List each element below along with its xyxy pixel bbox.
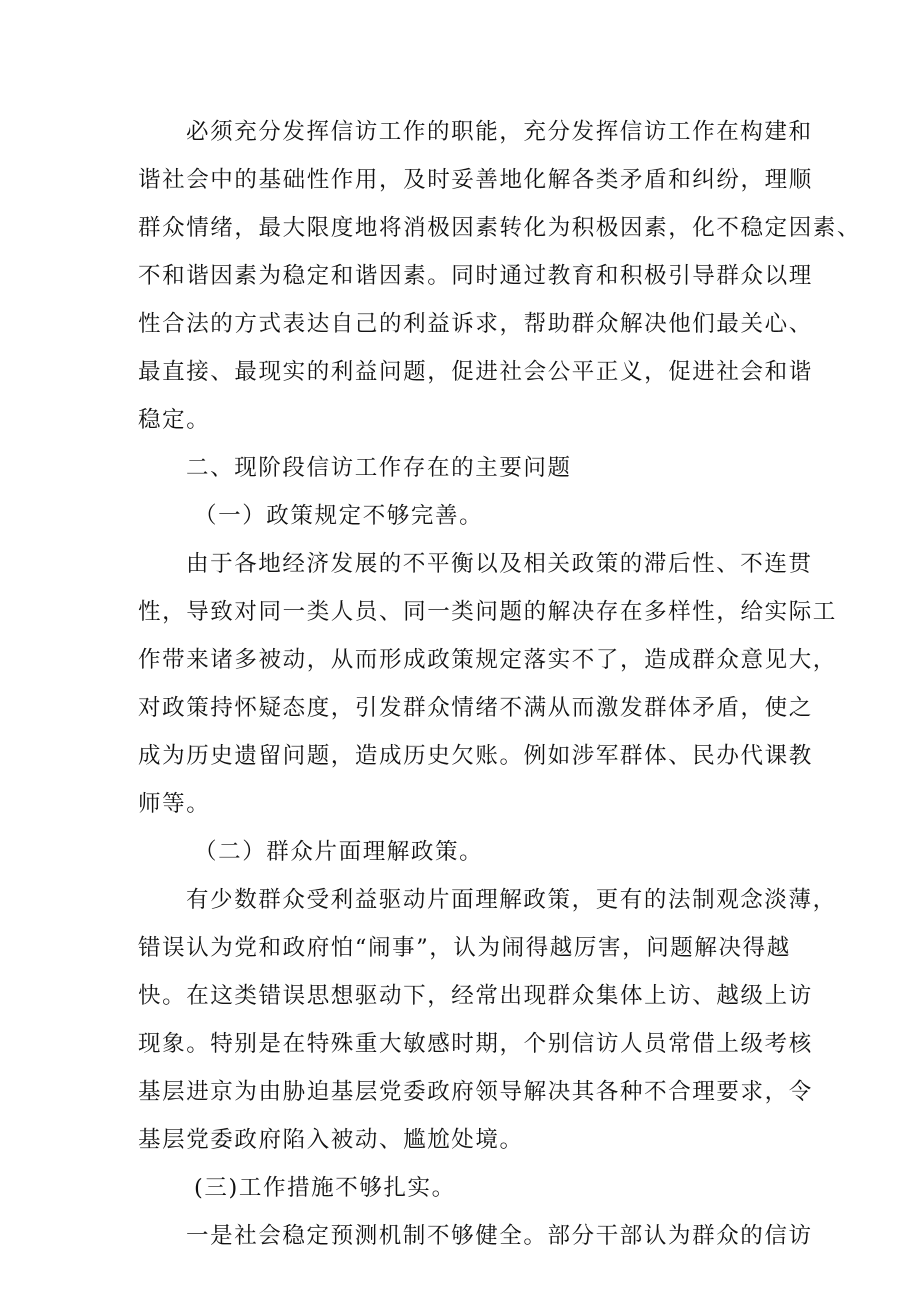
text-line: 对政策持怀疑态度，引发群众情绪不满从而激发群体矛盾，使之	[138, 695, 813, 721]
text-line: 必须充分发挥信访工作的职能，充分发挥信访工作在构建和	[186, 119, 813, 145]
text-line: 基层进京为由胁迫基层党委政府领导解决其各种不合理要求，令	[138, 1079, 813, 1105]
text-line: 性合法的方式表达自己的利益诉求，帮助群众解决他们最关心、	[138, 311, 813, 337]
section-heading: 二、现阶段信访工作存在的主要问题	[186, 455, 572, 481]
subsection-heading-3: (三)工作措施不够扎实。	[194, 1175, 456, 1201]
text-line: 作带来诸多被动，从而形成政策规定落实不了，造成群众意见大，	[138, 647, 837, 673]
text-line: 成为历史遗留问题，造成历史欠账。例如涉军群体、民办代课教	[138, 743, 813, 769]
text-line: 最直接、最现实的利益问题，促进社会公平正义，促进社会和谐	[138, 359, 813, 385]
text-line: 性，导致对同一类人员、同一类问题的解决存在多样性，给实际工	[138, 599, 837, 625]
text-line: 快。在这类错误思想驱动下，经常出现群众集体上访、越级上访	[138, 983, 813, 1009]
subsection-heading-2: （二）群众片面理解政策。	[194, 839, 484, 865]
text-line: 谐社会中的基础性作用，及时妥善地化解各类矛盾和纠纷，理顺	[138, 167, 813, 193]
text-line: 错误认为党和政府怕“闹事”，认为闹得越厉害，问题解决得越	[138, 935, 791, 961]
subsection-heading-1: （一）政策规定不够完善。	[194, 503, 484, 529]
text-line: 不和谐因素为稳定和谐因素。同时通过教育和积极引导群众以理	[138, 263, 813, 289]
text-line: 师等。	[138, 791, 211, 817]
text-line: 基层党委政府陷入被动、尴尬处境。	[138, 1127, 524, 1153]
text-line: 稳定。	[138, 407, 211, 433]
text-line: 一是社会稳定预测机制不够健全。部分干部认为群众的信访	[186, 1223, 813, 1249]
text-line: 由于各地经济发展的不平衡以及相关政策的滞后性、不连贯	[186, 551, 813, 577]
text-line: 有少数群众受利益驱动片面理解政策，更有的法制观念淡薄，	[186, 887, 837, 913]
text-line: 现象。特别是在特殊重大敏感时期，个别信访人员常借上级考核	[138, 1031, 813, 1057]
text-line: 群众情绪，最大限度地将消极因素转化为积极因素，化不稳定因素、	[138, 215, 862, 241]
